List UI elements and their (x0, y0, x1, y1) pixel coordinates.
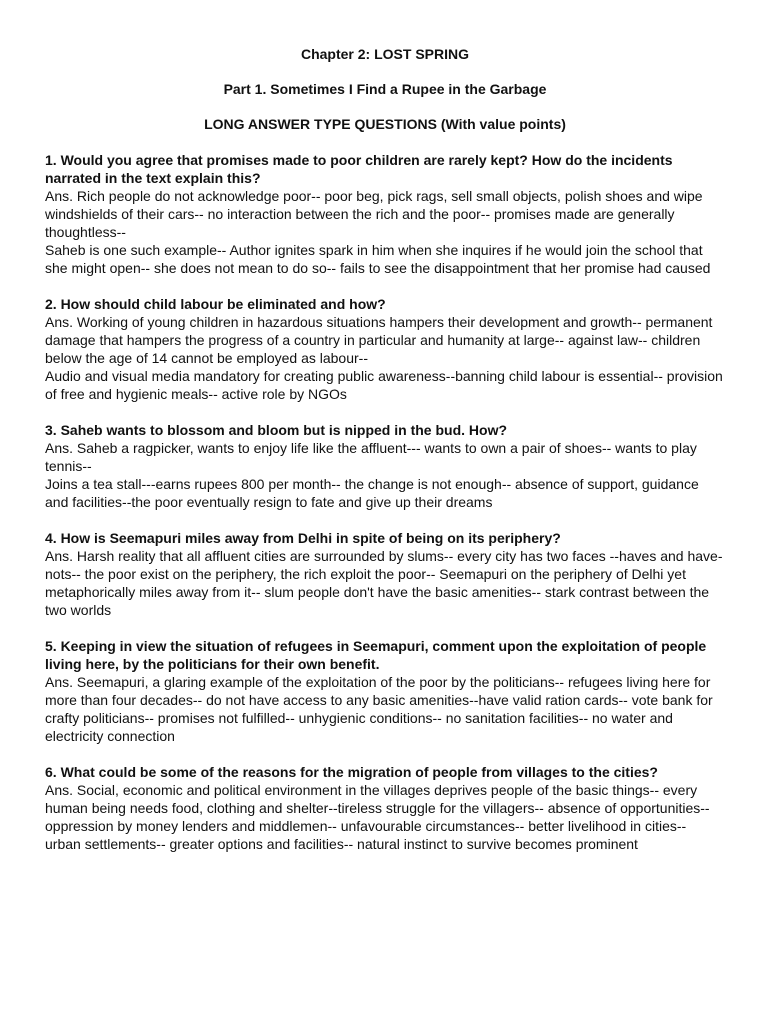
answer-text (45, 547, 725, 619)
answer-text (45, 439, 725, 511)
question-text: 3. Saheb wants to blossom and bloom but is nipped in the bud. How? (45, 422, 508, 438)
answer-text (45, 673, 725, 745)
document-page (45, 45, 725, 871)
section-title: LONG ANSWER TYPE QUESTIONS (With value points) (204, 116, 566, 132)
answer-line: Ans. Rich people do not acknowledge poor-- poor beg, pick rags, sell small objects, polish shoes and wipe windshields of their cars-- no interaction between the rich and the poor-- promises made are generally thoughtless-- (45, 188, 703, 240)
question-text: 2. How should child labour be eliminated and how? (45, 296, 386, 312)
answer-line: Ans. Working of young children in hazardous situations hampers their development and growth-- permanent damage that hampers the progress of a country in particular and humanity at large-- against law-- children below the age of 14 cannot be employed as labour-- (45, 314, 713, 366)
question-text: 4. How is Seemapuri miles away from Delhi in spite of being on its periphery? (45, 530, 561, 546)
question-block-6 (45, 763, 725, 853)
answer-line: Ans. Harsh reality that all affluent cities are surrounded by slums-- every city has two faces --haves and have-nots-- the poor exist on the periphery, the rich exploit the poor-- Seemapuri on the periphery of Delhi yet metaphorically miles away from it-- slum people don't have the basic amenities-- stark contrast between the two worlds (45, 548, 723, 618)
question-block-3 (45, 421, 725, 511)
question-block-2 (45, 295, 725, 403)
answer-text (45, 313, 725, 403)
answer-line: Audio and visual media mandatory for creating public awareness--banning child labour is essential-- provision of free and hygienic meals-- active role by NGOs (45, 368, 723, 402)
chapter-title: Chapter 2: LOST SPRING (300, 46, 470, 62)
answer-text (45, 781, 725, 853)
answer-line: Ans. Social, economic and political environment in the villages deprives people of the basic things-- every human being needs food, clothing and shelter--tireless struggle for the villagers-- absence of opportunities-- oppression by money lenders and middlemen-- unfavourable circumstances-- better livelihood in cities-- urban settlements-- greater options and facilities-- natural instinct to survive becomes prominent (45, 782, 710, 852)
question-text: 1. Would you agree that promises made to poor children are rarely kept? How do the incidents narrated in the text explain this? (45, 152, 673, 186)
question-block-5 (45, 637, 725, 745)
answer-line: Ans. Saheb a ragpicker, wants to enjoy life like the affluent--- wants to own a pair of shoes-- wants to play tennis-- (45, 440, 697, 474)
answer-line: Ans. Seemapuri, a glaring example of the exploitation of the poor by the politicians-- refugees living here for more than four decades-- do not have access to any basic amenities--have valid ration cards-- vote bank for crafty politicians-- promises not fulfilled-- unhygienic conditions-- no sanitation facilities-- no water and electricity connection (45, 674, 713, 744)
question-block-1 (45, 151, 725, 277)
question-text: 6. What could be some of the reasons for the migration of people from villages to the cities? (45, 764, 658, 780)
answer-line: Saheb is one such example-- Author ignites spark in him when she inquires if he would join the school that she might open-- she does not mean to do so-- fails to see the disappointment that her promise had caused (45, 242, 711, 276)
answer-line: Joins a tea stall---earns rupees 800 per month-- the change is not enough-- absence of support, guidance and facilities--the poor eventually resign to fate and give up their dreams (45, 476, 699, 510)
question-block-4 (45, 529, 725, 619)
answer-text (45, 187, 725, 277)
question-text: 5. Keeping in view the situation of refugees in Seemapuri, comment upon the exploitation of people living here, by the politicians for their own benefit. (45, 638, 707, 672)
part-title: Part 1. Sometimes I Find a Rupee in the Garbage (223, 81, 547, 97)
